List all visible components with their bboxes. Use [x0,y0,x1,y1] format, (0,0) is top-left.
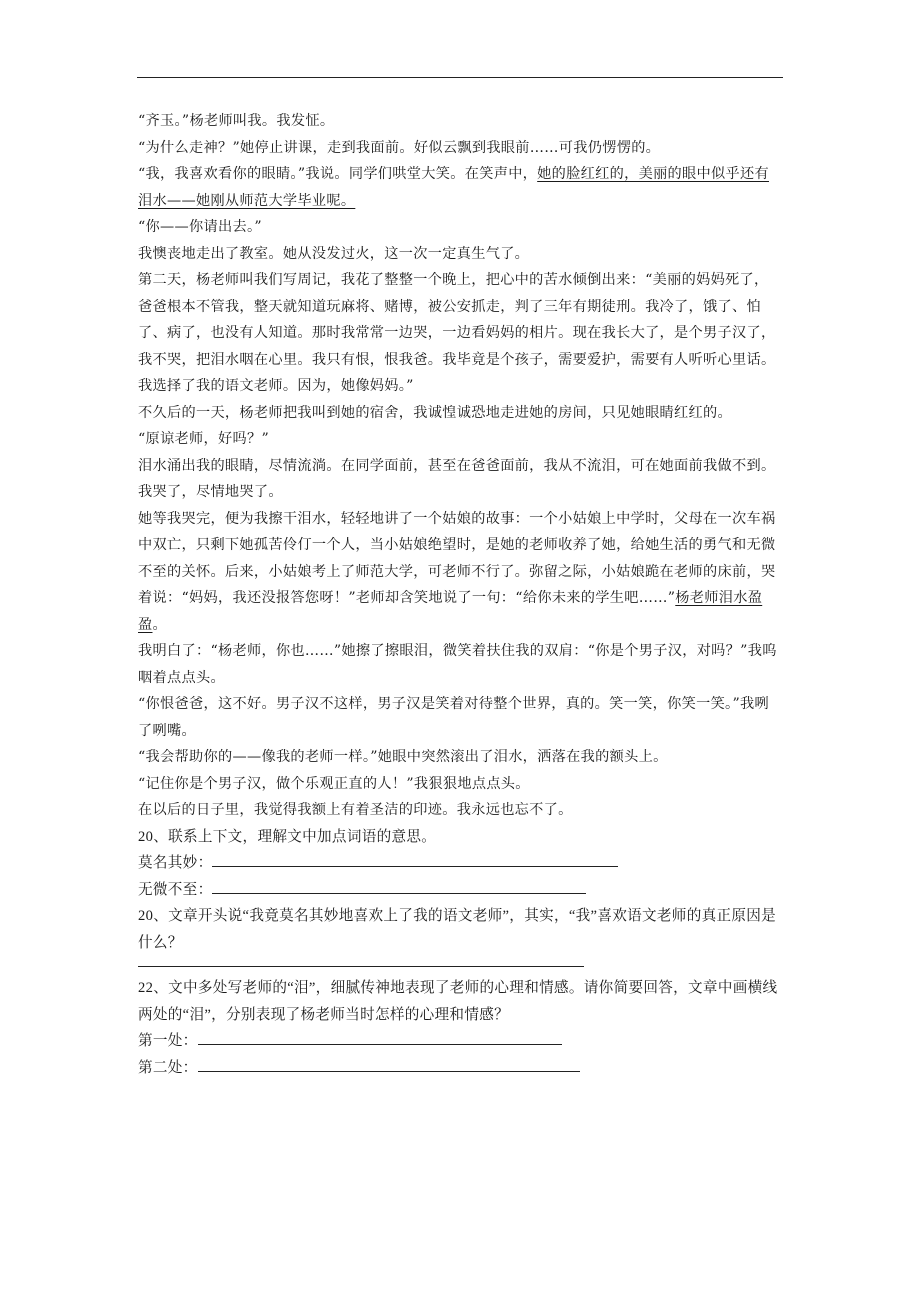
answer-label: 第一处： [138,1033,198,1049]
answer-blank[interactable] [212,879,586,894]
paragraph: 我明白了：“杨老师，你也……”她擦了擦眼泪，微笑着扶住我的双肩：“你是个男子汉，对吗？”我呜咽着点点头。 [138,643,777,686]
paragraph: “你恨爸爸，这不好。男子汉不这样，男子汉是笑着对待整个世界，真的。笑一笑，你笑一笑。”我咧了咧嘴。 [138,696,769,739]
reading-passage [138,108,778,1081]
answer-label: 第二处： [138,1059,198,1076]
paragraph [138,161,778,214]
answer-blank[interactable] [198,1057,580,1072]
paragraph-text: 她等我哭完，便为我擦干泪水，轻轻地讲了一个姑娘的故事：一个小姑娘上中学时，父母在一次车祸中双亡，只剩下她孤苦伶仃一个人，当小姑娘绝望时，是她的老师收养了她，给她生活的勇气和无微不至的关怀。后来，小姑娘考上了师范大学，可老师不行了。弥留之际，小姑娘跪在老师的床前，哭着说：“妈妈，我还没报答您呀！”老师却含笑地说了一句：“给你未来的学生吧……” [138,510,776,606]
paragraph: 我懊丧地走出了教室。她从没发过火，这一次一定真生气了。 [138,245,530,262]
question-20b: 20、文章开头说“我竟莫名其妙地喜欢上了我的语文老师”，其实，“我”喜欢语文老师的真正原因是什么？ [138,908,777,951]
header-rule [137,77,783,78]
paragraph-text: “我，我喜欢看你的眼睛。”我说。同学们哄堂大笑。在笑声中， [138,166,538,182]
answer-blank[interactable] [212,852,618,867]
answer-label: 莫名其妙： [138,855,213,871]
answer-row [138,1028,778,1055]
paragraph: 第二天，杨老师叫我们写周记，我花了整整一个晚上，把心中的苦水倾倒出来：“美丽的妈妈死了，爸爸根本不管我，整天就知道玩麻将、赌博，被公安抓走，判了三年有期徒刑。我冷了，饿了、怕了、病了，也没有人知道。那时我常常一边哭，一边看妈妈的相片。现在我长大了，是个男子汉了，我不哭，把泪水咽在心里。我只有恨，恨我爸。我毕竟是个孩子，需要爱护，需要有人听听心里话。我选择了我的语文老师。因为，她像妈妈。” [138,272,776,394]
underlined-tears-first: 她的脸红红的，美丽的眼中似乎还有泪水——她刚从师范大学毕业呢。 [138,166,769,209]
answer-row [138,850,778,877]
answer-blank[interactable] [198,1030,562,1045]
paragraph: “我会帮助你的——像我的老师一样。”她眼中突然滚出了泪水，洒落在我的额头上。 [138,749,668,765]
paragraph [138,506,778,639]
underlined-tears-second: 杨老师泪水盈盈 [138,590,763,633]
answer-label: 无微不至： [138,881,213,898]
paragraph: 不久后的一天，杨老师把我叫到她的宿舍，我诚惶诚恐地走进她的房间，只见她眼睛红红的。 [138,404,732,421]
answer-row [138,877,778,904]
answer-row [138,1055,778,1082]
paragraph: “原谅老师，好吗？” [138,431,270,447]
answer-line[interactable] [138,966,584,967]
question-22: 22、文中多处写老师的“泪”，细腻传神地表现了老师的心理和情感。请你简要回答，文章中画横线两处的“泪”，分别表现了杨老师当时怎样的心理和情感？ [138,980,778,1023]
question-20a: 20、联系上下文，理解文中加点词语的意思。 [138,828,437,845]
paragraph: “记住你是个男子汉，做个乐观正直的人！”我狠狠地点点头。 [138,775,530,792]
paragraph: “你——你请出去。” [138,219,262,235]
paragraph: 泪水涌出我的眼睛，尽情流淌。在同学面前，甚至在爸爸面前，我从不流泪，可在她面前我做不到。我哭了，尽情地哭了。 [138,457,776,500]
paragraph: “为什么走神？”她停止讲课，走到我面前。好似云飘到我眼前……可我仍愣愣的。 [138,139,661,156]
paragraph: “齐玉。”杨老师叫我。我发怔。 [138,113,335,129]
paragraph: 在以后的日子里，我觉得我额上有着圣洁的印迹。我永远也忘不了。 [138,802,573,818]
paragraph-text: 。 [152,616,167,633]
